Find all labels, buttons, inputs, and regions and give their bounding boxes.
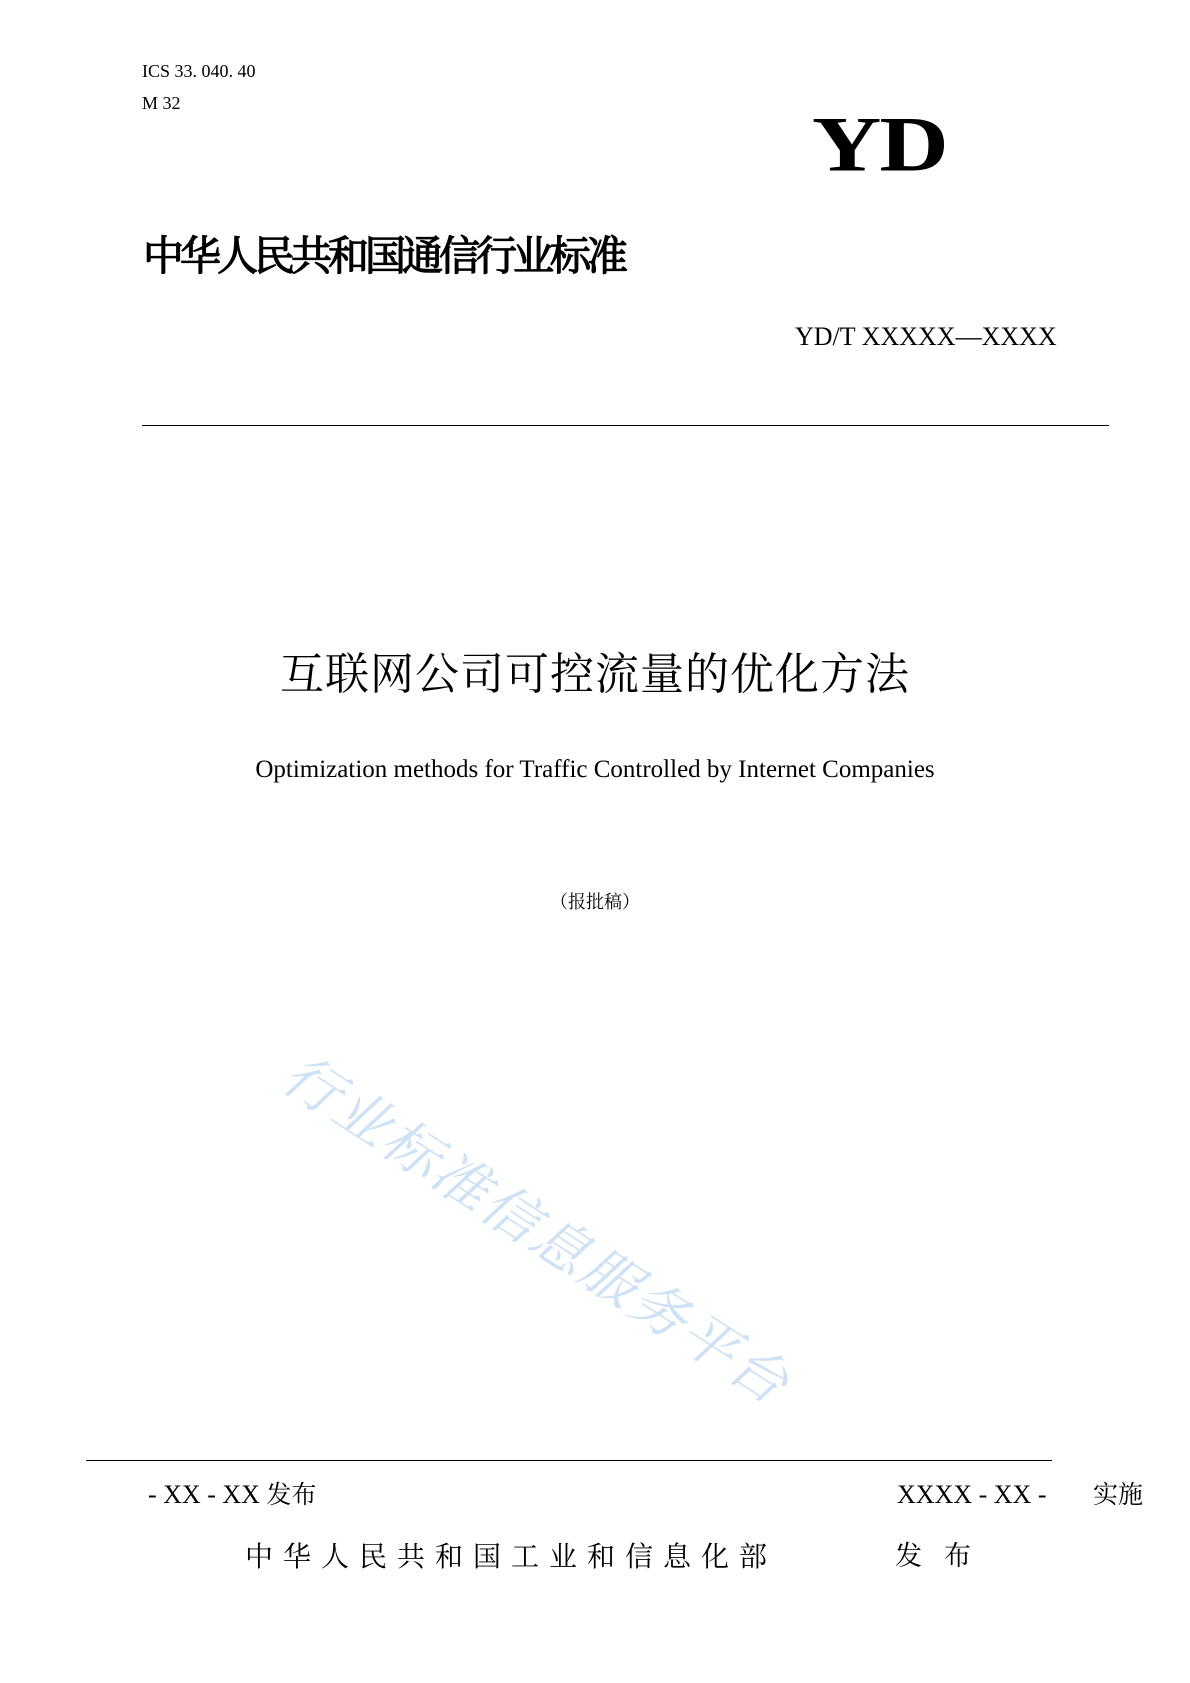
- yd-logo: YD: [812, 100, 947, 188]
- watermark: 行业标准信息服务平台: [271, 1042, 802, 1419]
- issued-label: 发布: [895, 1541, 993, 1572]
- implement-date: XXXX - XX -: [897, 1480, 1047, 1509]
- standard-title: 中华人民共和国通信行业标准: [143, 232, 624, 280]
- publisher: 中华人民共和国工业和信息化部: [245, 1540, 778, 1573]
- document-title-cn: 互联网公司可控流量的优化方法: [280, 649, 910, 700]
- draft-status: （报批稿）: [550, 892, 640, 913]
- document-title-en: Optimization methods for Traffic Controlled by Internet Companies: [255, 756, 935, 783]
- publish-label: 发布: [266, 1480, 317, 1509]
- publish-date: [148, 1480, 316, 1510]
- top-divider: [142, 425, 1109, 426]
- bottom-divider: [86, 1460, 1052, 1461]
- classification-code: M 32: [142, 93, 181, 113]
- ics-code: ICS 33. 040. 40: [142, 61, 256, 81]
- publish-date-value: - XX - XX: [148, 1480, 267, 1509]
- standard-code: YD/T XXXXX—XXXX: [795, 322, 1057, 351]
- implement-label: 实施: [1093, 1480, 1144, 1509]
